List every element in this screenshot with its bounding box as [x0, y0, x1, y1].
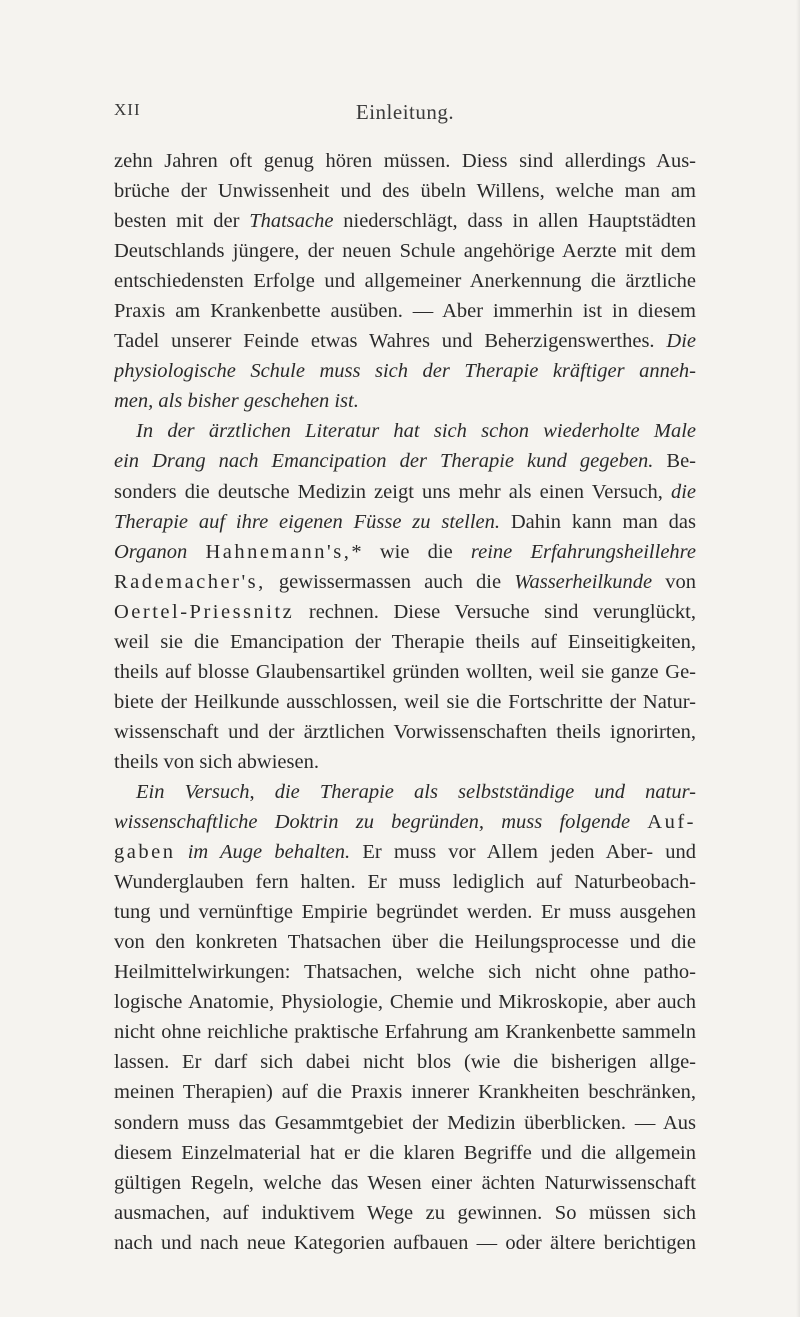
- spaced-name: Auf-: [647, 811, 696, 834]
- running-title: Einleitung.: [355, 100, 455, 124]
- text-line: [114, 446, 696, 476]
- text-segment: ,: [249, 780, 275, 803]
- text-line: [114, 206, 696, 236]
- text-segment: wissenschaft und der ärztlichen Vorwissenschaften theils ignorirten,: [114, 720, 696, 743]
- text-segment: biete der Heilkunde ausschlossen, weil sie die Fortschritte der Natur-: [114, 690, 696, 713]
- italic-text: ein Drang nach Emancipation der Therapie kund gegeben.: [114, 450, 654, 473]
- text-line: [114, 657, 696, 687]
- text-segment: logische Anatomie, Physiologie, Chemie und Mikroskopie, aber auch: [114, 991, 696, 1014]
- italic-text: Die: [666, 330, 696, 353]
- text-line: [114, 567, 696, 597]
- italic-text: Wasserheilkunde: [514, 570, 653, 593]
- text-line: [114, 326, 696, 356]
- text-segment: von den konkreten Thatsachen über die Heilungsprocesse und die: [114, 931, 696, 954]
- text-segment: theils auf blosse Glaubensartikel gründen wollten, weil sie ganze Ge-: [114, 660, 696, 683]
- text-segment: theils von sich abwiesen.: [114, 750, 319, 773]
- text-segment: Be-: [653, 450, 696, 473]
- spaced-name: Oertel-Priessnitz: [114, 600, 295, 623]
- text-line: [114, 1228, 696, 1258]
- text-segment: sondern muss das Gesammtgebiet der Medizin überblicken. — Aus: [114, 1111, 696, 1134]
- italic-text: Therapie auf ihre eigenen Füsse zu stellen.: [114, 510, 501, 533]
- text-line: [114, 897, 696, 927]
- italic-text: physiologische Schule muss sich der Therapie kräftiger anneh-: [114, 360, 696, 383]
- page-edge-shadow: [796, 0, 800, 1317]
- page-number: XII: [114, 100, 141, 119]
- italic-text: In der ärztlichen Literatur hat sich schon wiederholte Male: [136, 420, 696, 443]
- text-line: [114, 597, 696, 627]
- text-segment: * wie die: [351, 540, 471, 563]
- text-line: [114, 176, 696, 206]
- italic-text: im Auge behalten.: [187, 841, 351, 864]
- text-line: [114, 717, 696, 747]
- text-segment: von: [652, 570, 696, 593]
- text-line: [114, 1108, 696, 1138]
- text-line: [114, 867, 696, 897]
- text-segment: nicht ohne reichliche praktische Erfahrung am Krankenbette sammeln: [114, 1021, 696, 1044]
- text-segment: Tadel unserer Feinde etwas Wahres und Beherzigenswerthes.: [114, 330, 667, 353]
- text-line: [114, 627, 696, 657]
- text-line: [114, 266, 696, 296]
- text-segment: entschiedensten Erfolge und allgemeiner Anerkennung die ärztliche: [114, 270, 696, 293]
- text-segment: Heilmittelwirkungen: Thatsachen, welche sich nicht ohne patho-: [114, 961, 696, 984]
- text-segment: brüche der Unwissenheit und des übeln Willens, welche man am: [114, 180, 696, 203]
- text-line: [114, 416, 696, 446]
- text-line: [114, 687, 696, 717]
- text-segment: sonders die deutsche Medizin zeigt uns mehr als einen Versuch,: [114, 480, 671, 503]
- text-segment: [187, 541, 205, 563]
- text-line: [114, 236, 696, 266]
- text-line: [114, 296, 696, 326]
- text-line: [114, 356, 696, 386]
- text-segment: niederschlägt, dass in allen Hauptstädten: [333, 210, 696, 233]
- body-text: [114, 146, 696, 1258]
- text-segment: gewissermassen auch die: [265, 570, 515, 593]
- text-segment: nach und nach neue Kategorien aufbauen — oder ältere berichtigen: [114, 1231, 696, 1254]
- text-line: [114, 477, 696, 507]
- text-segment: diesem Einzelmaterial hat er die klaren Begriffe und die allgemein: [114, 1141, 696, 1164]
- text-segment: weil sie die Emancipation der Therapie theils auf Einseitigkeiten,: [114, 630, 696, 653]
- spaced-name: Rademacher's,: [114, 570, 266, 593]
- text-segment: gültigen Regeln, welche das Wesen einer ächten Naturwissenschaft: [114, 1171, 696, 1194]
- text-line: [114, 1077, 696, 1107]
- text-line: [114, 1168, 696, 1198]
- text-line: [114, 1138, 696, 1168]
- text-line: [114, 1047, 696, 1077]
- page-header: [114, 100, 696, 130]
- text-line: [114, 537, 696, 567]
- text-segment: Er muss vor Allem jeden Aber- und: [350, 841, 696, 864]
- text-segment: [175, 841, 187, 863]
- text-line: [114, 1017, 696, 1047]
- text-segment: Deutschlands jüngere, der neuen Schule angehörige Aerzte mit dem: [114, 240, 696, 263]
- text-line: [114, 987, 696, 1017]
- spaced-name: Hahnemann's,: [205, 540, 352, 563]
- text-segment: meinen Therapien) auf die Praxis innerer Krankheiten beschränken,: [114, 1081, 696, 1104]
- italic-text: men, als bisher geschehen ist.: [114, 390, 359, 413]
- italic-text: reine Erfahrungsheillehre: [470, 540, 696, 563]
- text-line: [114, 146, 696, 176]
- italic-text: die: [670, 480, 696, 503]
- text-line: [114, 837, 696, 867]
- text-segment: ausmachen, auf induktivem Wege zu gewinnen. So müssen sich: [114, 1201, 696, 1224]
- text-line: [114, 386, 696, 416]
- italic-text: Organon: [114, 540, 188, 563]
- text-line: [114, 957, 696, 987]
- text-line: [114, 1198, 696, 1228]
- text-segment: Dahin kann man das: [500, 510, 696, 533]
- text-line: [114, 777, 696, 807]
- text-segment: lassen. Er darf sich dabei nicht blos (wie die bisherigen allge-: [114, 1051, 696, 1074]
- text-segment: [630, 811, 647, 833]
- italic-text: Ein Versuch: [136, 780, 250, 803]
- text-segment: zehn Jahren oft genug hören müssen. Diess sind allerdings Aus-: [114, 150, 696, 172]
- text-segment: rechnen. Diese Versuche sind verunglückt,: [294, 600, 696, 623]
- text-segment: besten mit der: [114, 210, 250, 233]
- spaced-name: gaben: [114, 841, 176, 864]
- text-line: [114, 927, 696, 957]
- text-segment: tung und vernünftige Empirie begründet werden. Er muss ausgehen: [114, 901, 696, 924]
- text-segment: Praxis am Krankenbette ausüben. — Aber immerhin ist in diesem: [114, 300, 696, 323]
- text-line: [114, 507, 696, 537]
- italic-text: Thatsache: [249, 210, 334, 233]
- text-line: [114, 807, 696, 837]
- text-segment: Wunderglauben fern halten. Er muss lediglich auf Naturbeobach-: [114, 871, 696, 894]
- italic-text: wissenschaftliche Doktrin zu begründen, muss folgende: [114, 811, 631, 834]
- italic-text: die Therapie als selbstständige und natur-: [274, 780, 696, 803]
- text-line: [114, 747, 696, 777]
